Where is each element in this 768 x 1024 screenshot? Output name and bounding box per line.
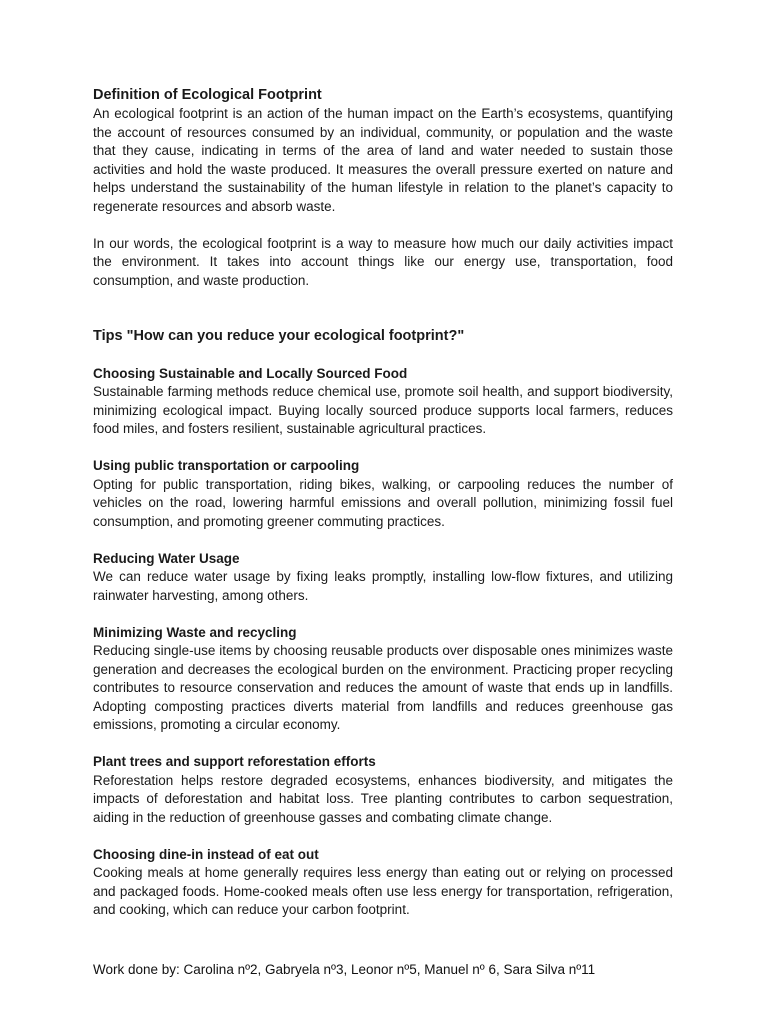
- tip-text: Opting for public transportation, riding bikes, walking, or carpooling reduces the number of vehicles on the road, lowering harmful emissions and overall pollution, minimizing fossil fuel consumption, and promoting greener commuting practices.: [93, 476, 673, 529]
- credits-footer: Work done by: Carolina nº2, Gabryela nº3, Leonor nº5, Manuel nº 6, Sara Silva nº11: [93, 962, 596, 977]
- spacer: [93, 735, 673, 754]
- definition-heading: Definition of Ecological Footprint: [93, 87, 322, 103]
- tip-text: We can reduce water usage by fixing leaks promptly, installing low-flow fixtures, and utilizing rainwater harvesting, among others.: [93, 569, 673, 603]
- tip-title: Choosing dine-in instead of eat out: [93, 846, 319, 862]
- tip-section: [93, 550, 673, 606]
- tip-title: Plant trees and support reforestation efforts: [93, 754, 376, 769]
- tip-section: [93, 457, 673, 531]
- tip-text: Reducing single-use items by choosing reusable products over disposable ones minimizes waste generation and decreases the ecological burden on the environment. Practicing proper recycling contributes to resource conservation and reduces the amount of waste that ends up in landfills. Adopting composting practices diverts material from landfills and reduces greenhouse gas emissions, promoting a circular economy.: [93, 643, 673, 732]
- tip-title: Using public transportation or carpooling: [93, 458, 360, 473]
- tip-text: Cooking meals at home generally requires less energy than eating out or relying on processed and packaged foods. Home-cooked meals often use less energy for transportation, refrigeration, and cooking, which can reduce your carbon footprint.: [93, 865, 673, 917]
- definition-paragraph: An ecological footprint is an action of the human impact on the Earth’s ecosystems, quantifying the account of resources consumed by an individual, community, or population and the waste that they cause, indicating in terms of the area of land and water needed to sustain those activities and hold the waste produced. It measures the overall pressure exerted on nature and helps understand the sustainability of the human lifestyle in relation to the planet’s capacity to regenerate resources and absorb waste.: [93, 106, 673, 214]
- tip-title: Minimizing Waste and recycling: [93, 624, 297, 640]
- tip-section: [93, 753, 673, 827]
- tip-text: Sustainable farming methods reduce chemical use, promote soil health, and support biodiversity, minimizing ecological impact. Buying locally sourced produce supports local farmers, reduces food miles, and fosters resilient, sustainable agricultural practices.: [93, 384, 673, 436]
- tips-heading: Tips "How can you reduce your ecological footprint?": [93, 328, 465, 344]
- tip-section: [93, 846, 673, 920]
- spacer: [93, 531, 673, 550]
- tip-section: [93, 624, 673, 735]
- spacer: [93, 827, 673, 846]
- spacer: [93, 290, 673, 327]
- spacer: [93, 439, 673, 458]
- tip-section: [93, 365, 673, 439]
- spacer: [93, 605, 673, 624]
- tip-title: Choosing Sustainable and Locally Sourced Food: [93, 365, 408, 381]
- document-body: [93, 86, 673, 920]
- our-words-paragraph: In our words, the ecological footprint is a way to measure how much our daily activities impact the environment. It takes into account things like our energy use, transportation, food consumption, and waste production.: [93, 235, 673, 288]
- tip-title: Reducing Water Usage: [93, 550, 240, 566]
- spacer: [93, 216, 673, 235]
- spacer: [93, 346, 673, 365]
- tip-text: Reforestation helps restore degraded ecosystems, enhances biodiversity, and mitigates the impacts of deforestation and habitat loss. Tree planting contributes to carbon sequestration, aiding in the reduction of greenhouse gasses and combating climate change.: [93, 772, 673, 825]
